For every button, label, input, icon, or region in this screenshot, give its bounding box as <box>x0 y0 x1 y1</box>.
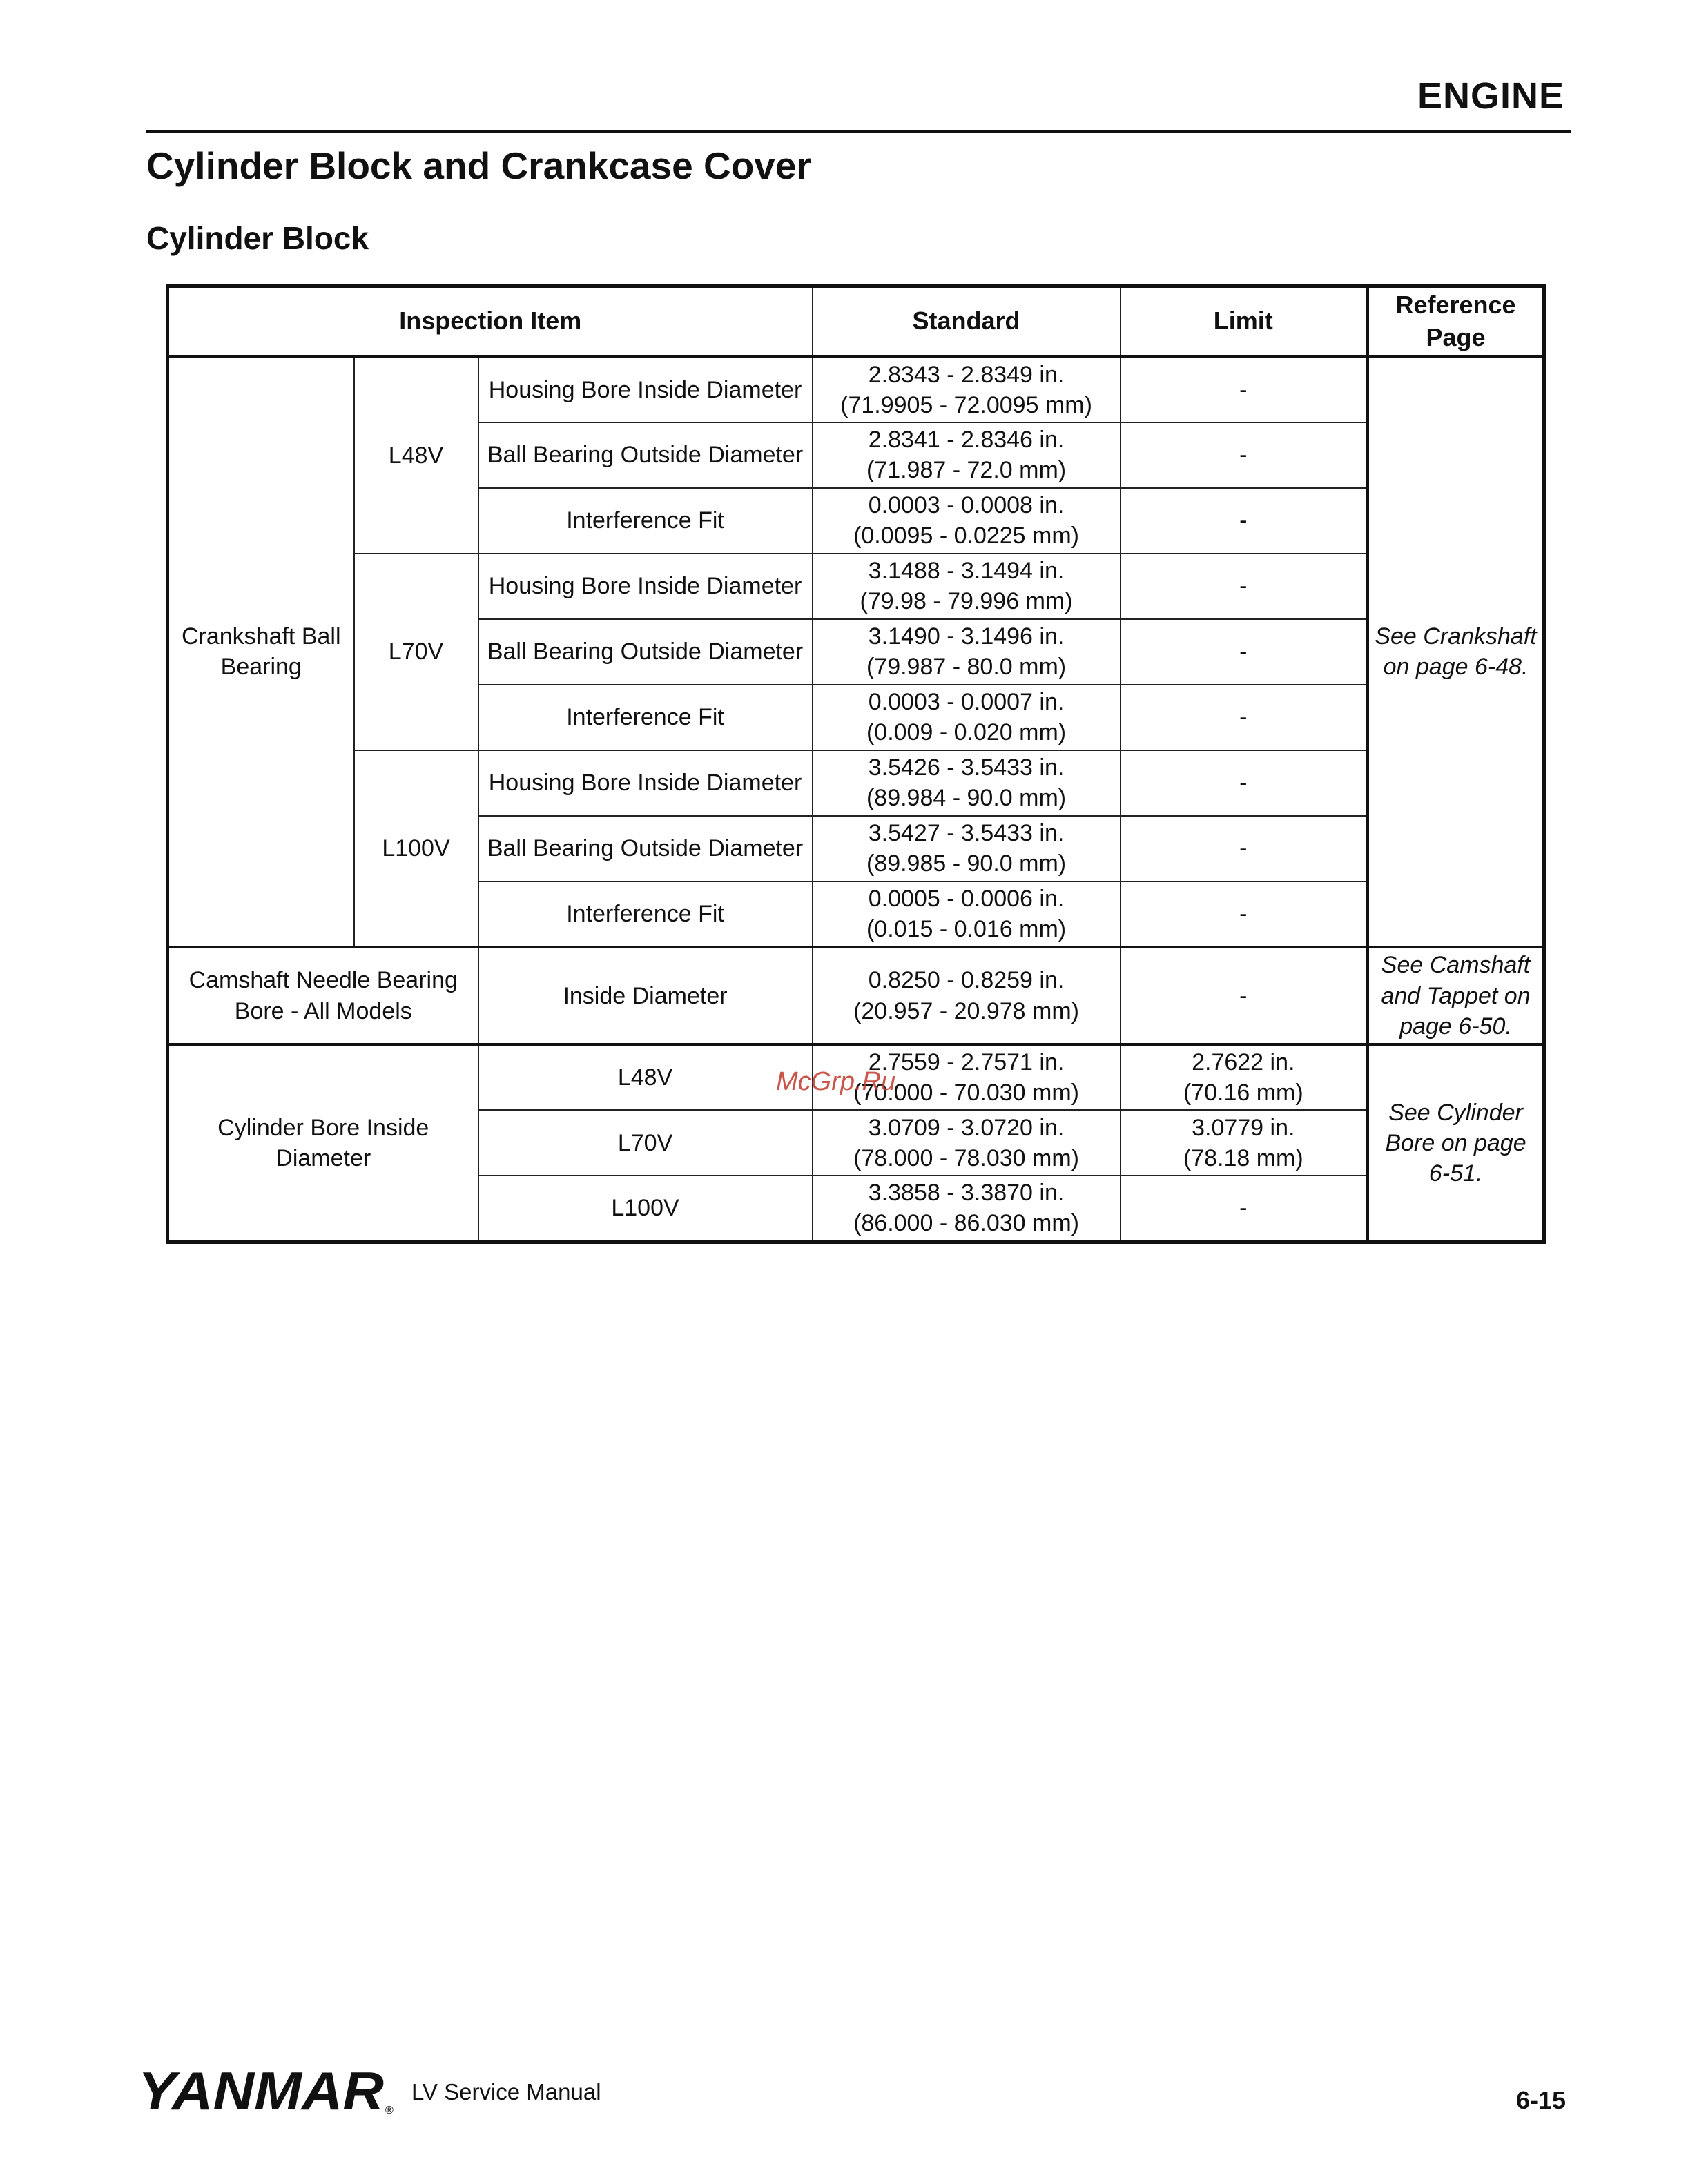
model-cell: L48V <box>354 357 478 554</box>
standard-mm: (79.987 - 80.0 mm) <box>866 654 1067 681</box>
footer-page-number: 6-15 <box>1515 2086 1566 2114</box>
standard-mm: (71.987 - 72.0 mm) <box>866 457 1067 484</box>
section-label: ENGINE <box>1417 75 1564 117</box>
table-header-row <box>168 286 1544 357</box>
item-cell: Ball Bearing Outside Diameter <box>478 422 813 488</box>
standard-cell <box>813 357 1121 422</box>
cylinder-block-spec-table <box>166 284 1546 1244</box>
standard-inch: 0.0005 - 0.0006 in. <box>868 885 1065 912</box>
standard-cell <box>813 947 1121 1044</box>
section-subtitle: Cylinder Block <box>146 220 369 256</box>
limit-cell <box>1121 1176 1368 1242</box>
standard-cell <box>813 619 1121 685</box>
cylinder-bore-label: Cylinder Bore Inside Diameter <box>168 1044 478 1242</box>
standard-mm: (71.9905 - 72.0095 mm) <box>840 391 1092 418</box>
item-cell: Interference Fit <box>478 685 813 750</box>
header-reference-page: Reference Page <box>1368 286 1544 357</box>
yanmar-logo-text: YANMAR <box>138 2064 384 2119</box>
item-cell: Housing Bore Inside Diameter <box>478 554 813 619</box>
model-cell: L70V <box>354 554 478 750</box>
table-row <box>168 554 1544 619</box>
item-cell: Ball Bearing Outside Diameter <box>478 619 813 685</box>
standard-cell <box>813 1110 1121 1176</box>
standard-cell <box>813 1176 1121 1242</box>
standard-mm: (0.015 - 0.016 mm) <box>866 916 1067 943</box>
standard-inch: 3.0709 - 3.0720 in. <box>868 1114 1065 1141</box>
limit-cell: - <box>1121 947 1368 1044</box>
standard-cell <box>813 881 1121 947</box>
camshaft-needle-bearing-label: Camshaft Needle Bearing Bore - All Models <box>168 947 478 1044</box>
standard-mm: (79.98 - 79.996 mm) <box>860 588 1073 615</box>
header-standard: Standard <box>813 286 1121 357</box>
standard-cell <box>813 685 1121 750</box>
standard-mm: (86.000 - 86.030 mm) <box>853 1210 1079 1237</box>
model-cell: L48V <box>478 1044 813 1110</box>
crankshaft-reference: See Crankshaft on page 6-48. <box>1368 357 1544 948</box>
standard-inch: 2.7559 - 2.7571 in. <box>868 1049 1065 1075</box>
standard-inch: 0.8250 - 0.8259 in. <box>868 967 1065 994</box>
standard-mm: (70.000 - 70.030 mm) <box>853 1080 1079 1106</box>
model-cell: L70V <box>478 1110 813 1176</box>
standard-cell <box>813 554 1121 619</box>
crankshaft-ball-bearing-label: Crankshaft Ball Bearing <box>168 357 354 948</box>
svg-text:®: ® <box>385 2105 394 2116</box>
standard-mm: (0.0095 - 0.0225 mm) <box>853 523 1079 549</box>
model-cell: L100V <box>478 1176 813 1242</box>
limit-cell: - <box>1121 750 1368 816</box>
standard-mm: (89.985 - 90.0 mm) <box>866 850 1067 877</box>
standard-mm: (0.009 - 0.020 mm) <box>866 719 1067 746</box>
item-cell: Inside Diameter <box>478 947 813 1044</box>
model-cell: L100V <box>354 750 478 947</box>
standard-inch: 3.3858 - 3.3870 in. <box>868 1180 1065 1207</box>
limit-inch: 2.7622 in. <box>1192 1049 1295 1075</box>
limit-cell: - <box>1121 357 1368 422</box>
limit-cell <box>1121 1110 1368 1176</box>
limit-inch: - <box>1239 1195 1248 1222</box>
item-cell: Interference Fit <box>478 881 813 947</box>
page-title: Cylinder Block and Crankcase Cover <box>146 144 811 187</box>
standard-inch: 0.0003 - 0.0008 in. <box>868 492 1065 519</box>
table-row <box>168 947 1544 1044</box>
standard-mm: (78.000 - 78.030 mm) <box>853 1144 1079 1171</box>
standard-cell <box>813 816 1121 881</box>
limit-cell <box>1121 1044 1368 1110</box>
standard-inch: 3.5426 - 3.5433 in. <box>868 754 1065 781</box>
standard-mm: (89.984 - 90.0 mm) <box>866 785 1067 812</box>
limit-cell: - <box>1121 816 1368 881</box>
item-cell: Housing Bore Inside Diameter <box>478 357 813 422</box>
standard-inch: 3.1488 - 3.1494 in. <box>868 558 1065 585</box>
watermark-text: McGrp.Ru <box>776 1067 896 1096</box>
limit-cell: - <box>1121 554 1368 619</box>
header-inspection-item: Inspection Item <box>168 286 813 357</box>
standard-mm: (20.957 - 20.978 mm) <box>853 997 1079 1024</box>
limit-cell: - <box>1121 619 1368 685</box>
yanmar-logo <box>138 2064 396 2119</box>
item-cell: Housing Bore Inside Diameter <box>478 750 813 816</box>
table-row <box>168 750 1544 816</box>
header-limit: Limit <box>1121 286 1368 357</box>
standard-cell <box>813 750 1121 816</box>
item-cell: Interference Fit <box>478 488 813 554</box>
limit-mm: (78.18 mm) <box>1183 1144 1303 1171</box>
limit-cell: - <box>1121 422 1368 488</box>
standard-inch: 3.1490 - 3.1496 in. <box>868 623 1065 650</box>
table-row <box>168 357 1544 422</box>
camshaft-reference: See Camshaft and Tappet on page 6-50. <box>1368 947 1544 1044</box>
item-cell: Ball Bearing Outside Diameter <box>478 816 813 881</box>
footer-manual-name: LV Service Manual <box>411 2079 601 2105</box>
standard-inch: 3.5427 - 3.5433 in. <box>868 820 1065 847</box>
limit-cell: - <box>1121 488 1368 554</box>
limit-cell: - <box>1121 685 1368 750</box>
standard-inch: 2.8341 - 2.8346 in. <box>868 427 1065 454</box>
limit-cell: - <box>1121 881 1368 947</box>
standard-inch: 0.0003 - 0.0007 in. <box>868 689 1065 716</box>
cylinder-bore-reference: See Cylinder Bore on page 6-51. <box>1368 1044 1544 1242</box>
standard-cell <box>813 488 1121 554</box>
section-header <box>146 72 1571 133</box>
limit-inch: 3.0779 in. <box>1192 1114 1295 1141</box>
limit-mm: (70.16 mm) <box>1183 1080 1303 1106</box>
standard-inch: 2.8343 - 2.8349 in. <box>868 361 1065 388</box>
standard-cell <box>813 422 1121 488</box>
